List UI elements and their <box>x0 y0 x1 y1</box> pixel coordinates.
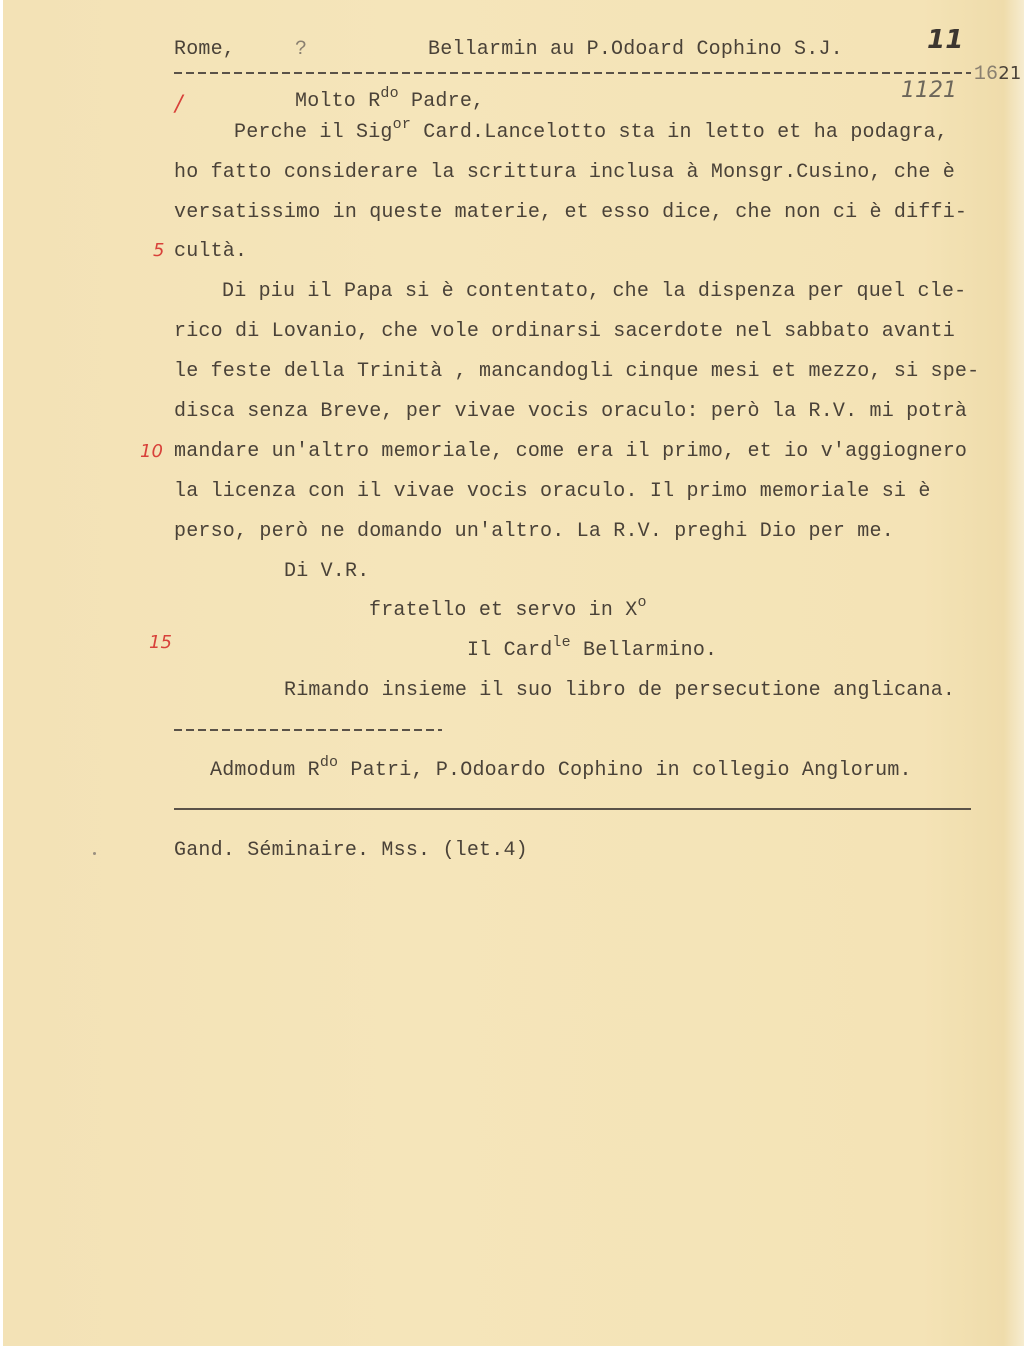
solid-rule <box>174 808 971 810</box>
margin-number-1: / <box>175 92 183 117</box>
letter-line: ho fatto considerare la scrittura inclusa à Monsgr.Cusino, che è <box>174 161 955 184</box>
letter-line: le feste della Trinità , mancandogli cinque mesi et mezzo, si spe- <box>174 360 980 383</box>
margin-number-5: 5 <box>153 240 165 261</box>
letter-line: cultà. <box>174 240 248 263</box>
closing: Di V.R. <box>284 560 370 583</box>
letter-line: disca senza Breve, per vivae vocis oraculo: però la R.V. mi potrà <box>174 400 968 423</box>
document-page <box>3 0 1024 1346</box>
letter-line: Perche il Sig$^{or}$ Card.Lancelotto sta in letto et ha podagra, <box>234 116 948 144</box>
archive-number: 1121 <box>901 78 957 103</box>
letter-line: perso, però ne domando un'altro. La R.V. preghi Dio per me. <box>174 520 894 543</box>
signature: Il Card$^{le}$ Bellarmino. <box>467 634 718 662</box>
header-date-marker: ? <box>295 38 308 61</box>
margin-number-10: 10 <box>140 441 163 462</box>
header-year-overwrite: 11 <box>927 25 964 55</box>
letter-line: mandare un'altro memoriale, come era il primo, et io v'aggiognero <box>174 440 968 463</box>
paper-speck <box>93 852 96 855</box>
salutation: Molto $R^{do}$ Padre, <box>295 85 485 113</box>
postscript: Rimando insieme il suo libro de persecutione anglicana. <box>284 679 956 702</box>
header-year-under: 16 <box>973 63 999 86</box>
servant-line: fratello et servo in $X^o$ <box>369 594 647 622</box>
letter-line: Di piu il Papa si è contentato, che la dispenza per quel cle- <box>222 280 967 303</box>
header-year-suffix: 21 <box>998 63 1022 84</box>
source-note: Gand. Séminaire. Mss. (let.4) <box>174 839 528 862</box>
header-dashed-rule <box>174 72 971 74</box>
header-place: Rome, <box>174 38 236 61</box>
address-line: Admodum $R^{do}$ Patri, P.Odoardo Cophino in collegio Anglorum. <box>210 754 912 782</box>
letter-line: rico di Lovanio, che vole ordinarsi sacerdote nel sabbato avanti <box>174 320 955 343</box>
letter-line: la licenza con il vivae vocis oraculo. Il primo memoriale si è <box>174 480 931 503</box>
margin-number-15: 15 <box>149 632 172 653</box>
letter-line: versatissimo in queste materie, et esso dice, che non ci è diffi- <box>174 201 968 224</box>
header-title: Bellarmin au P.Odoard Cophino S.J. <box>428 38 843 61</box>
short-dashed-rule <box>174 729 442 731</box>
